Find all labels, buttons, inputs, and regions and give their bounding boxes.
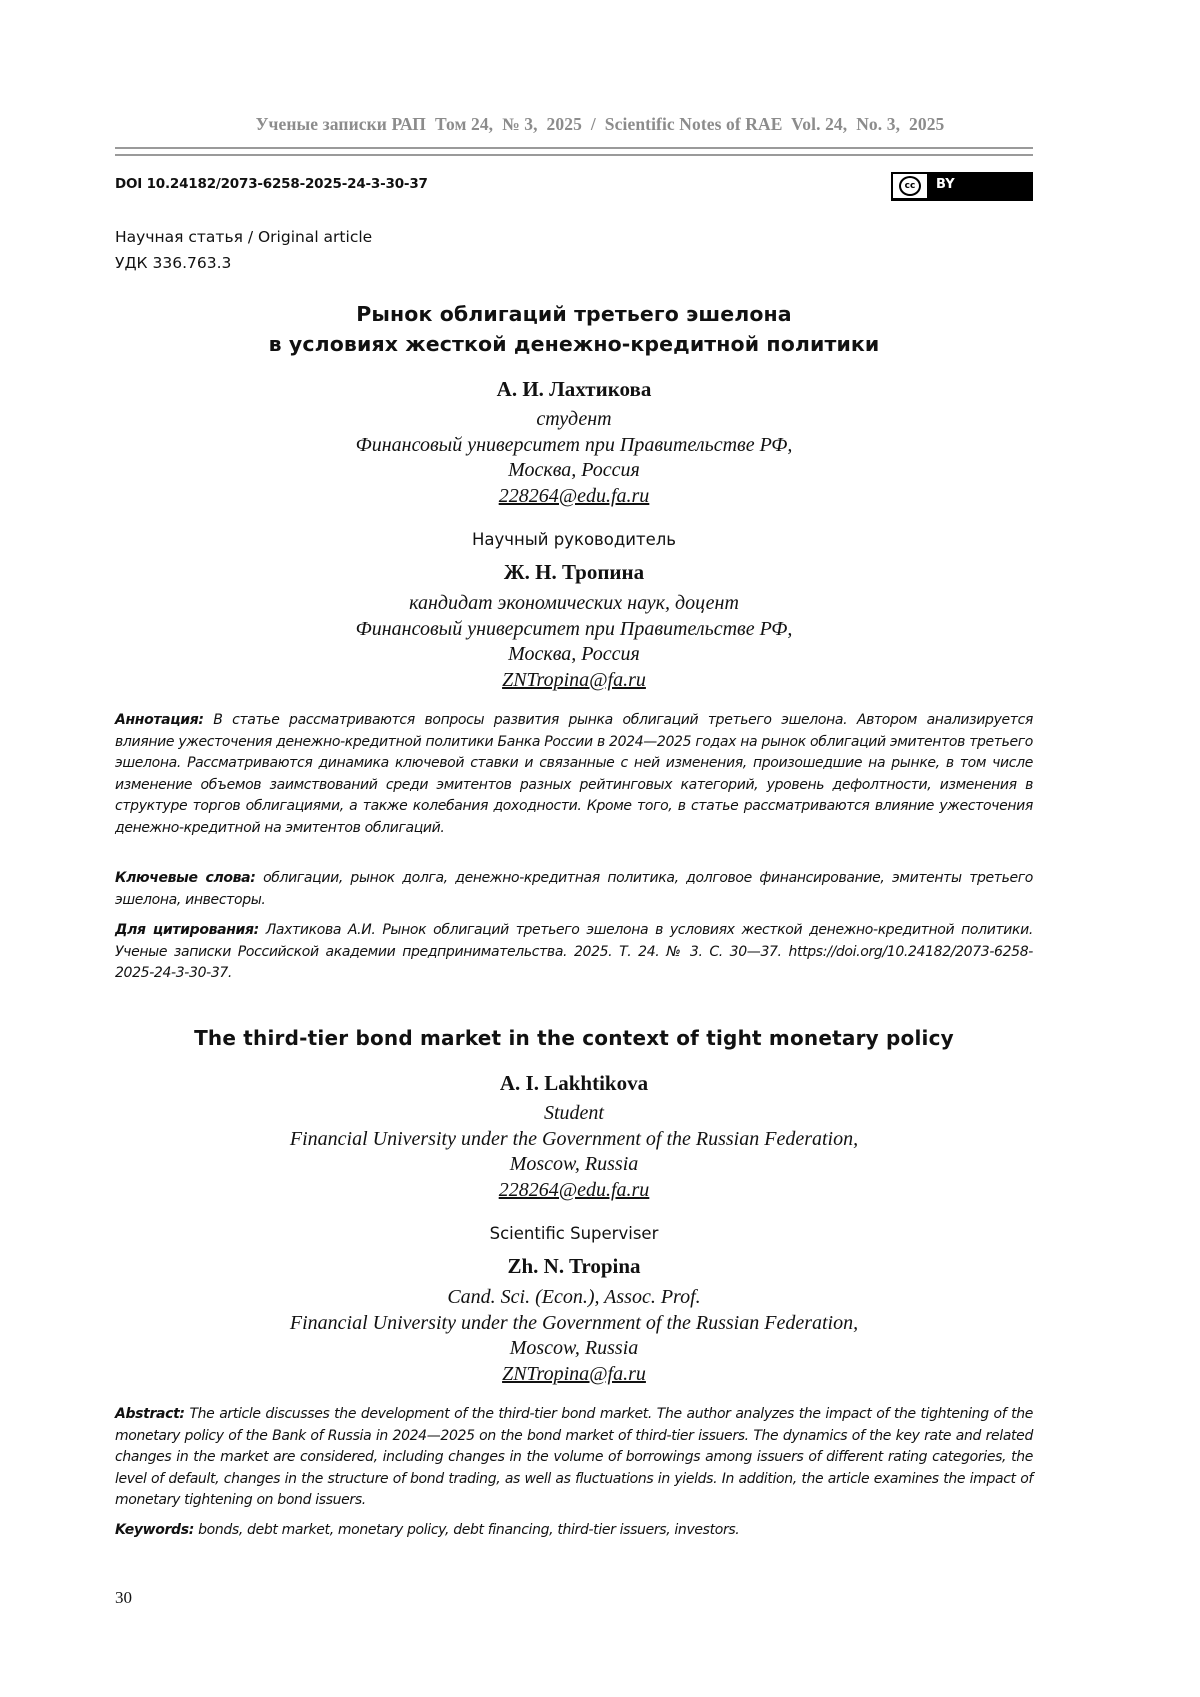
header-rule-bottom	[115, 154, 1033, 156]
author-name-en: A. I. Lakhtikova	[499, 1071, 649, 1095]
supervisor-organization: Financial University under the Government of the Russian Federation,	[289, 1311, 859, 1334]
author-position: студент	[536, 408, 612, 430]
supervisor-organization: Финансовый университет при Правительстве РФ,	[355, 617, 793, 640]
author-email-link[interactable]: 228264@edu.fa.ru	[498, 484, 650, 507]
supervisor-position: кандидат экономических наук, доцент	[409, 592, 739, 614]
citation-label: Для цитирования:	[115, 922, 259, 938]
keywords-text: облигации, рынок долга, денежно-кредитная политика, долговое финансирование, эмитенты третьего эшелона, инвесторы.	[115, 870, 1033, 908]
cc-by-license-badge[interactable]	[891, 172, 1033, 201]
author-city: Moscow, Russia	[509, 1153, 639, 1175]
abstract-text: В статье рассматриваются вопросы развития рынка облигаций третьего эшелона. Автором анализируется влияние ужесточения денежно-кредитной политики Банка России в 2024—2025 годах на рынок облигаций эмитентов третьего эшелона. Рассматриваются динамика ключевой ставки и связанные с ней изменения, произошедшие на рынке, в том числе изменение объемов заимствований среди эмитентов разных рейтинговых категорий, уровень дефолтности, изменения в структуре торгов облигациями, а также колебания доходности. Кроме того, в статье рассматриваются влияние ужесточения денежно-кредитной на эмитентов облигаций.	[115, 712, 1033, 836]
supervisor-label-en: Scientific Superviser	[489, 1224, 659, 1243]
title-en: The third-tier bond market in the context of tight monetary policy	[194, 1026, 954, 1050]
author-position: Student	[544, 1102, 604, 1124]
author-affiliation-en	[115, 1101, 1033, 1203]
page-number: 30	[115, 1588, 132, 1607]
udc-code: УДК 336.763.3	[115, 254, 232, 272]
license-label: BY	[936, 177, 955, 192]
author-city: Москва, Россия	[508, 459, 640, 481]
keywords-label: Ключевые слова:	[115, 870, 256, 886]
keywords-label: Keywords:	[115, 1522, 194, 1538]
author-organization: Финансовый университет при Правительстве РФ,	[355, 433, 793, 456]
supervisor-name-ru: Ж. Н. Тропина	[503, 560, 645, 584]
citation-text: Лахтикова А.И. Рынок облигаций третьего эшелона в условиях жесткой денежно-кредитной политики. Ученые записки Российской академии предпринимательства. 2025. Т. 24. № 3. С. 30—37. https://doi.org/10.24182/2073-6258-2025-24-3-30-37.	[115, 922, 1033, 981]
author-affiliation-ru	[115, 407, 1033, 509]
supervisor-label-ru: Научный руководитель	[471, 530, 677, 549]
supervisor-city: Москва, Россия	[508, 643, 640, 665]
keywords-text: bonds, debt market, monetary policy, debt financing, third-tier issuers, investors.	[198, 1522, 740, 1538]
abstract-label: Abstract:	[115, 1406, 185, 1422]
author-name-ru: А. И. Лахтикова	[496, 377, 652, 401]
supervisor-affiliation-en	[115, 1285, 1033, 1387]
supervisor-position: Cand. Sci. (Econ.), Assoc. Prof.	[447, 1286, 701, 1308]
supervisor-city: Moscow, Russia	[509, 1337, 639, 1359]
supervisor-email-link[interactable]: ZNTropina@fa.ru	[502, 1362, 646, 1385]
keywords-ru	[115, 868, 1033, 911]
article-type: Научная статья / Original article	[115, 228, 373, 246]
supervisor-email-link[interactable]: ZNTropina@fa.ru	[502, 668, 646, 691]
doi-link[interactable]: DOI 10.24182/2073-6258-2025-24-3-30-37	[115, 176, 428, 192]
keywords-en	[115, 1520, 1033, 1542]
supervisor-name-en: Zh. N. Tropina	[507, 1254, 641, 1278]
author-email-link[interactable]: 228264@edu.fa.ru	[498, 1178, 650, 1201]
author-organization: Financial University under the Government of the Russian Federation,	[289, 1127, 859, 1150]
abstract-en	[115, 1404, 1033, 1512]
title-ru: Рынок облигаций третьего эшелона в условиях жесткой денежно-кредитной политики	[268, 302, 880, 356]
abstract-text: The article discusses the development of the third-tier bond market. The author analyzes the impact of the tightening of the monetary policy of the Bank of Russia in 2024—2025 on the bond market of third-tier issuers. The dynamics of the key rate and related changes in the market are considered, including changes in the volume of borrowings among issuers of different rating categories, the level of default, changes in the structure of bond trading, as well as fluctuations in yields. In addition, the article examines the impact of monetary tightening on bond issuers.	[115, 1406, 1033, 1508]
abstract-label: Аннотация:	[115, 712, 204, 728]
creative-commons-icon: cc	[899, 176, 921, 196]
citation-ru	[115, 920, 1033, 985]
running-head: Ученые записки РАП Том 24, № 3, 2025 / Scientific Notes of RAE Vol. 24, No. 3, 2025	[255, 114, 945, 134]
supervisor-affiliation-ru	[115, 591, 1033, 693]
abstract-ru	[115, 710, 1033, 839]
header-rule-top	[115, 147, 1033, 149]
